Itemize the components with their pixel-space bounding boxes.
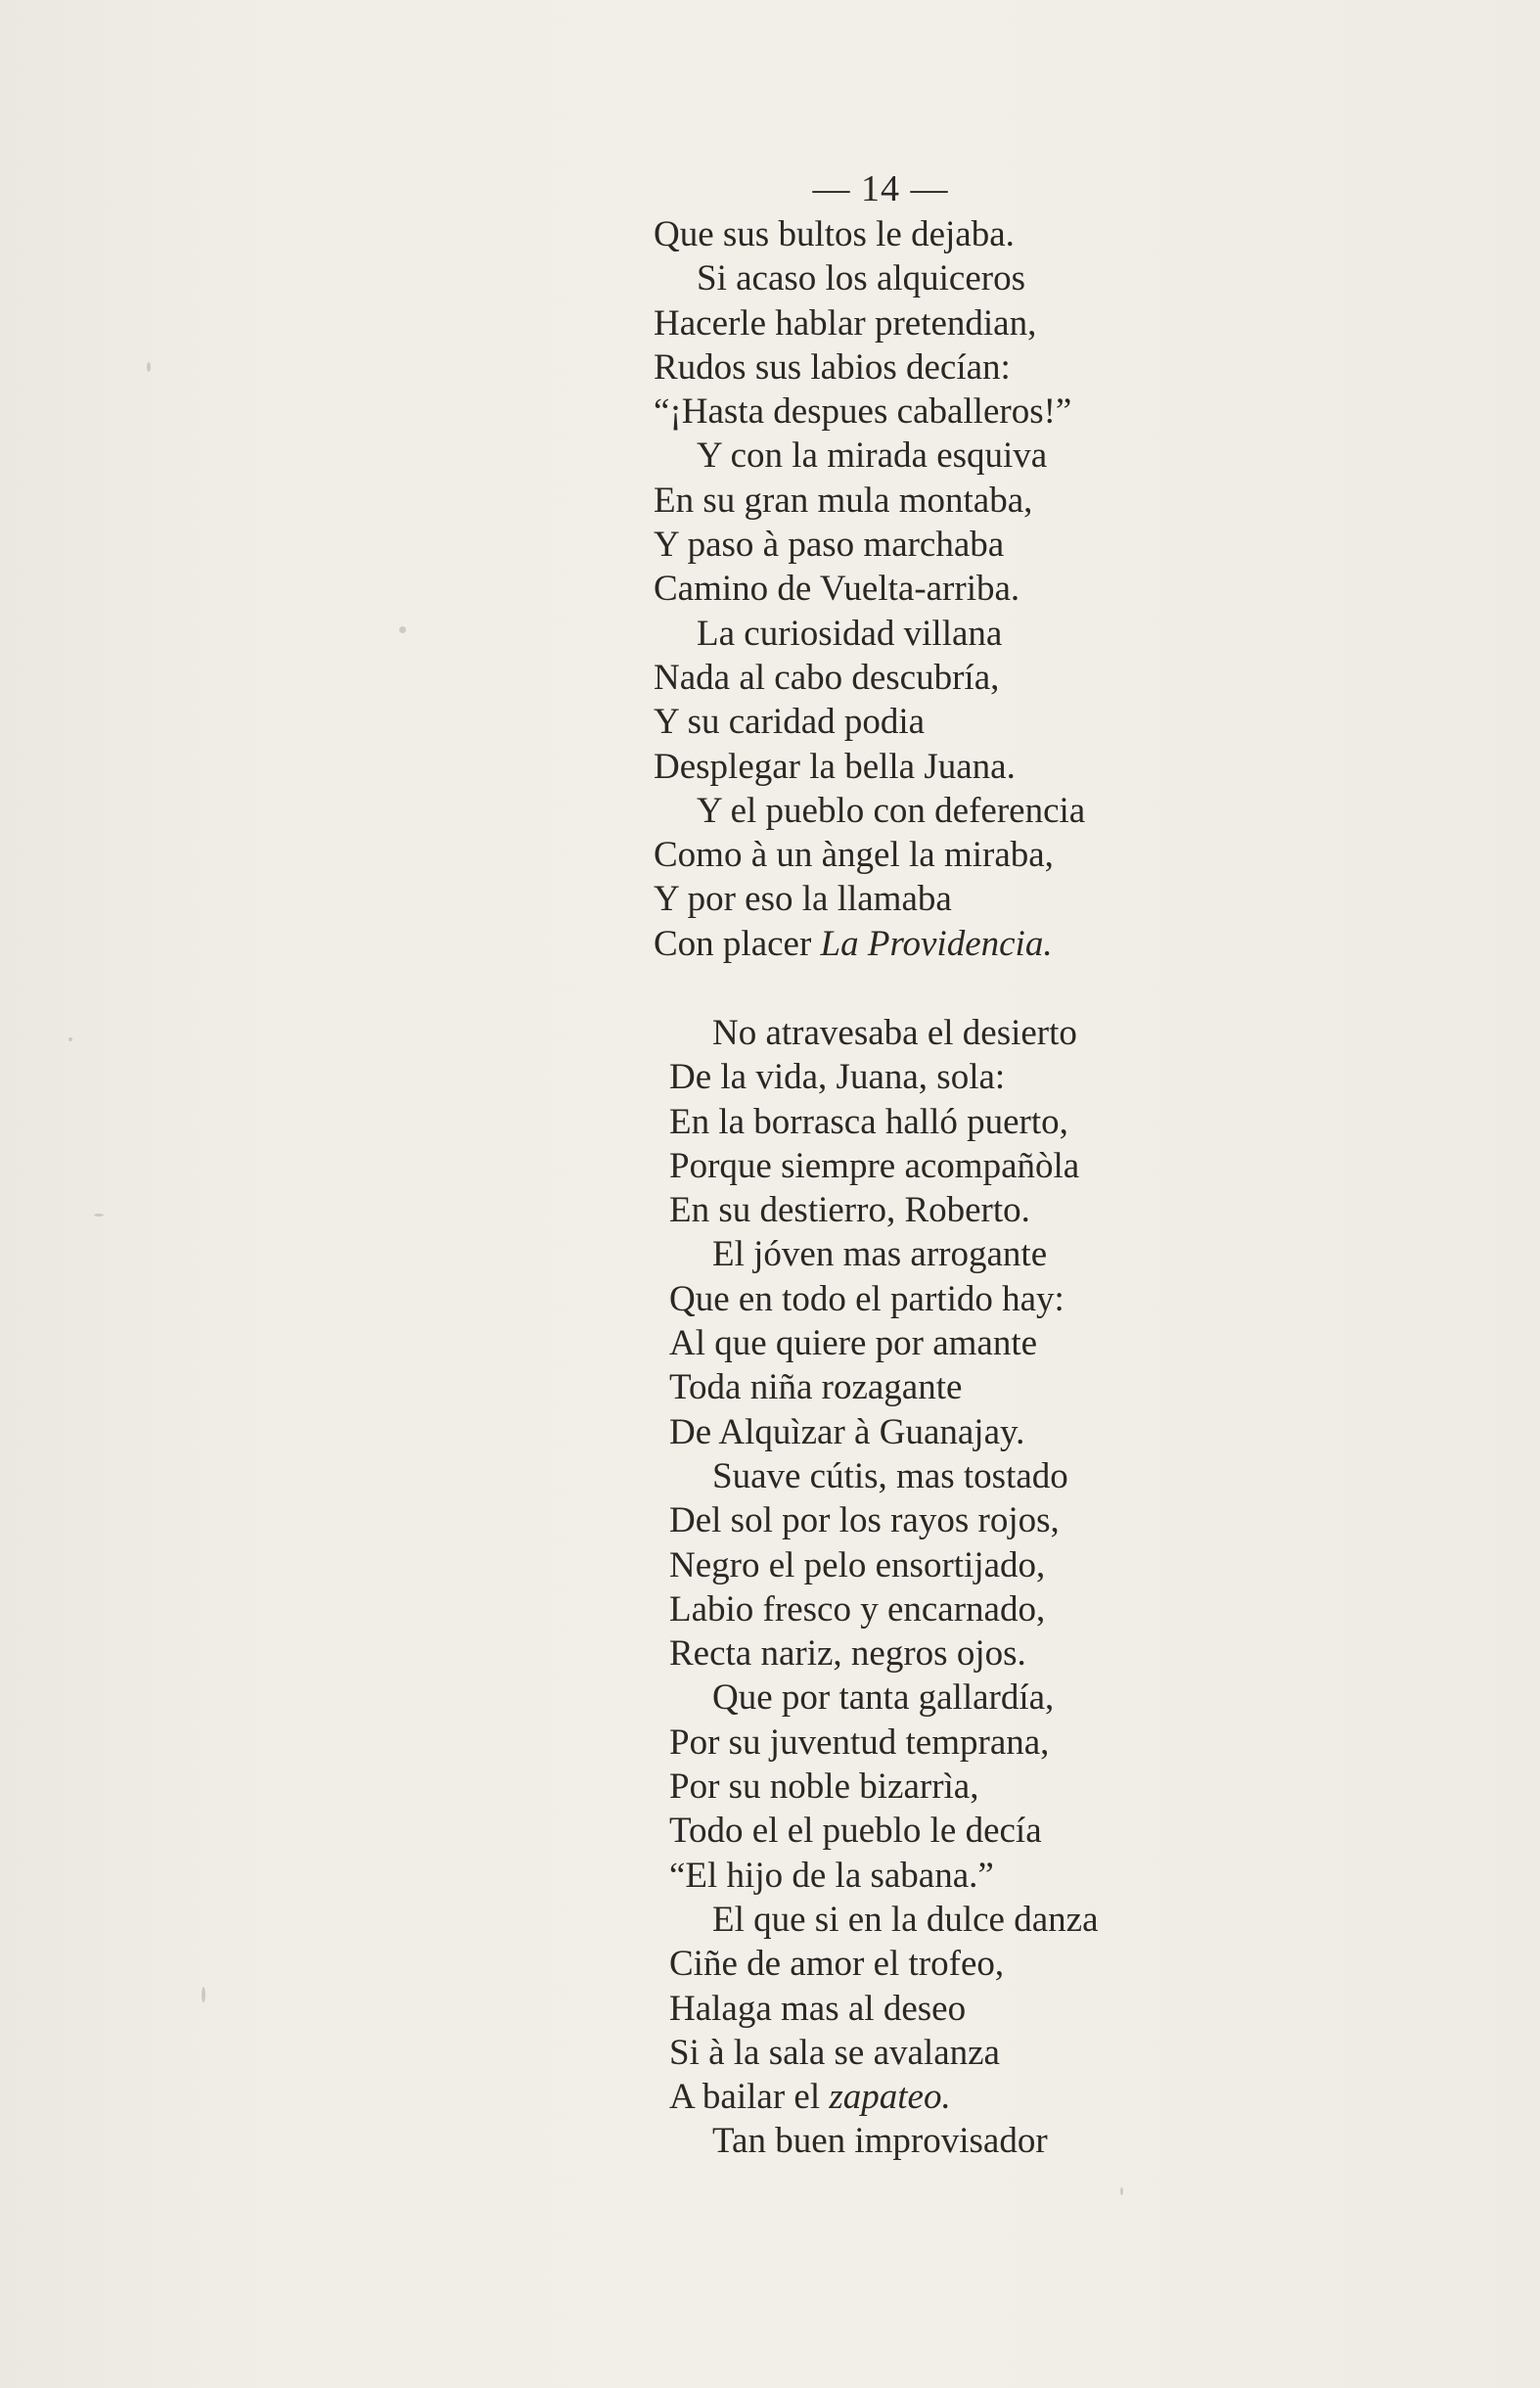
verse-line — [654, 700, 1085, 744]
verse-text: “El hijo de la sabana.” — [669, 1855, 994, 1896]
verse-line — [654, 789, 1085, 833]
poem-section-2 — [669, 1011, 1099, 2164]
verse-line — [669, 1631, 1099, 1676]
verse-line — [669, 2031, 1099, 2075]
verse-text: En su gran mula montaba, — [654, 480, 1033, 521]
verse-line — [669, 1365, 1099, 1409]
verse-line — [669, 1055, 1099, 1099]
verse-text: Porque siempre acompañòla — [669, 1145, 1080, 1186]
verse-line — [669, 1232, 1099, 1276]
verse-text: Por su juventud temprana, — [669, 1722, 1050, 1763]
paper-speck — [1120, 2187, 1123, 2195]
verse-text: Y el pueblo con deferencia — [697, 790, 1086, 831]
verse-text: En su destierro, Roberto. — [669, 1190, 1030, 1231]
verse-line — [669, 1454, 1099, 1498]
verse-text: Y paso à paso marchaba — [654, 525, 1005, 566]
verse-line — [654, 745, 1085, 789]
verse-line — [669, 1011, 1099, 1055]
verse-text: Negro el pelo ensortijado, — [669, 1544, 1046, 1585]
verse-text: Y su caridad podia — [654, 702, 926, 743]
paper-speck — [399, 626, 406, 633]
verse-text: En la borrasca halló puerto, — [669, 1101, 1068, 1142]
verse-text: Si à la sala se avalanza — [669, 2032, 1000, 2073]
verse-line — [654, 833, 1085, 877]
verse-text: Que por tanta gallardía, — [712, 1677, 1055, 1719]
verse-line — [654, 877, 1085, 921]
verse-text: “¡Hasta despues caballeros!” — [654, 391, 1072, 433]
verse-text: No atravesaba el desierto — [712, 1013, 1077, 1053]
verse-line — [669, 2119, 1099, 2163]
paper-speck — [202, 1987, 205, 2002]
verse-text: Todo el el pueblo le decía — [669, 1811, 1042, 1852]
verse-line — [669, 1854, 1099, 1898]
verse-line — [669, 2075, 1099, 2119]
verse-line — [669, 1721, 1099, 1765]
verse-italic-text: zapateo. — [829, 2077, 951, 2118]
verse-line — [669, 1676, 1099, 1720]
verse-text: Ciñe de amor el trofeo, — [669, 1944, 1005, 1985]
verse-line — [669, 1543, 1099, 1587]
verse-text: Tan buen improvisador — [712, 2121, 1048, 2162]
paper-speck — [68, 1037, 72, 1041]
verse-text: Halaga mas al deseo — [669, 1988, 967, 2029]
verse-text: Que en todo el partido hay: — [669, 1278, 1064, 1319]
verse-line — [654, 301, 1085, 345]
verse-line — [669, 1987, 1099, 2031]
verse-text: De la vida, Juana, sola: — [669, 1057, 1006, 1098]
page-number: — 14 — — [812, 168, 949, 209]
verse-line — [669, 1100, 1099, 1144]
poem-section-1 — [654, 212, 1085, 966]
verse-text: Y con la mirada esquiva — [697, 436, 1048, 477]
verse-line — [669, 1587, 1099, 1631]
verse-text: Por su noble bizarrìa, — [669, 1767, 979, 1808]
verse-text: Y por eso la llamaba — [654, 879, 952, 920]
verse-line — [654, 434, 1085, 478]
verse-text: De Alquìzar à Guanajay. — [669, 1411, 1025, 1452]
verse-line — [669, 1188, 1099, 1232]
verse-line — [669, 1765, 1099, 1809]
paper-speck — [147, 362, 151, 372]
verse-italic-text: La Providencia. — [820, 923, 1053, 964]
verse-text: Nada al cabo descubría, — [654, 657, 1000, 698]
verse-text: Labio fresco y encarnado, — [669, 1588, 1046, 1630]
verse-text: Suave cútis, mas tostado — [712, 1455, 1068, 1496]
verse-line — [654, 612, 1085, 656]
paper-speck — [94, 1214, 104, 1217]
verse-text: Hacerle hablar pretendian, — [654, 302, 1037, 344]
verse-line — [654, 390, 1085, 434]
verse-text: Rudos sus labios decían: — [654, 346, 1011, 388]
verse-line — [654, 212, 1085, 256]
verse-text: Desplegar la bella Juana. — [654, 746, 1016, 787]
verse-text: El jóven mas arrogante — [712, 1234, 1048, 1275]
verse-line — [654, 345, 1085, 390]
verse-line — [669, 1809, 1099, 1853]
verse-text: La curiosidad villana — [697, 613, 1003, 654]
verse-line — [654, 656, 1085, 700]
verse-line — [669, 1498, 1099, 1542]
verse-text: Recta nariz, negros ojos. — [669, 1633, 1026, 1675]
verse-line — [654, 256, 1085, 300]
verse-text: El que si en la dulce danza — [712, 1899, 1099, 1940]
verse-text: A bailar el — [669, 2077, 830, 2118]
verse-line — [654, 567, 1085, 611]
verse-line — [669, 1277, 1099, 1321]
verse-text: Que sus bultos le dejaba. — [654, 214, 1015, 254]
verse-line — [669, 1144, 1099, 1188]
verse-text: Al que quiere por amante — [669, 1323, 1038, 1364]
verse-line — [669, 1410, 1099, 1454]
verse-line — [669, 1321, 1099, 1365]
verse-text: Del sol por los rayos rojos, — [669, 1500, 1060, 1541]
verse-text: Con placer — [654, 923, 821, 964]
verse-text: Como à un àngel la miraba, — [654, 835, 1054, 876]
verse-text: Toda niña rozagante — [669, 1367, 963, 1408]
verse-text: Camino de Vuelta-arriba. — [654, 569, 1020, 610]
verse-line — [669, 1942, 1099, 1986]
verse-line — [669, 1898, 1099, 1942]
verse-line — [654, 523, 1085, 567]
verse-line — [654, 479, 1085, 523]
verse-text: Si acaso los alquiceros — [697, 258, 1025, 299]
verse-line — [654, 922, 1085, 966]
